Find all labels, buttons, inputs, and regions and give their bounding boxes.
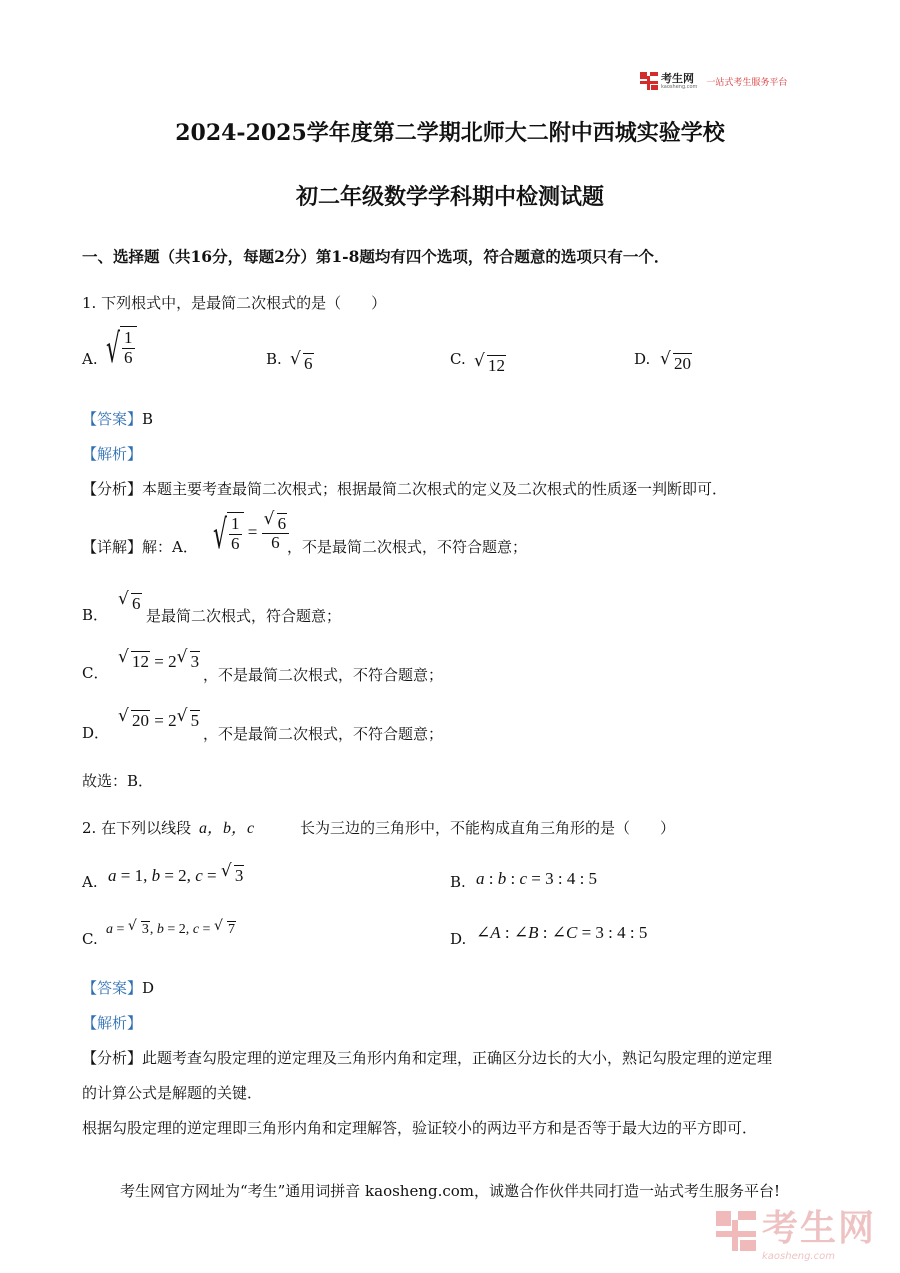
q1-detail-a-text: ，不是最简二次根式，不符合题意； (287, 538, 528, 556)
footer-text: 考生网官方网址为“考生”通用词拼音 kaosheng.com，诚邀合作伙伴共同打造一站式考生服务平台! (119, 1182, 781, 1200)
q1-fenxi (82, 478, 727, 499)
q1-a-numerator: 1 (124, 328, 133, 347)
q2-fenxi-line3: 根据勾股定理的逆定理即三角形内角和定理解答，验证较小的两边平方和是否等于最大边的平方即可． (82, 1119, 758, 1137)
q2-fenxi-line2: 的计算公式是解题的关键． (82, 1084, 263, 1102)
q1-detail-d-label: D． (82, 724, 110, 742)
q1-detail-a-rhs-den: 6 (271, 533, 280, 553)
q1-detail-b-label: B． (82, 606, 109, 624)
q1-detail-c-simplified: 3 (190, 652, 200, 671)
q2-var-a: a (199, 820, 207, 837)
q1-detail-d-coef: 2 (168, 711, 177, 730)
q2-analysis-tag: 【解析】 (82, 1014, 143, 1032)
section-heading: 一、选择题（共16分，每题2分）第1-8题均有四个选项，符合题意的选项只有一个． (82, 247, 670, 266)
q1-answer-value: B (142, 410, 154, 428)
q1-analysis-tag: 【解析】 (82, 445, 143, 463)
q1-option-a-label: A. (82, 350, 98, 368)
q2-option-c-label: C. (82, 930, 98, 948)
q1-option-c-expr: √ 12 (474, 351, 505, 375)
q2-option-b-ratio: 3 : 4 : 5 (545, 869, 598, 888)
q1-a-denominator: 6 (124, 347, 133, 367)
q1-stem: 1. 下列根式中，是最简二次根式的是（ ） (82, 294, 387, 312)
q2-var-b: b (223, 820, 232, 837)
q1-c-radicand: 12 (488, 356, 505, 375)
watermark-domain: kaosheng.com (762, 1251, 835, 1262)
q1-detail-c-rad: 12 (132, 652, 149, 671)
q1-d-radicand: 20 (674, 354, 691, 373)
q2-answer (82, 977, 154, 998)
watermark-name: 考生网 (762, 1208, 877, 1249)
q1-detail-b-text: 是最简二次根式，符合题意； (146, 607, 342, 625)
q1-detail-c-label: C． (82, 664, 109, 682)
q2-var-c: c (247, 820, 255, 837)
q1-detail-a (82, 536, 198, 557)
q1-b-radicand: 6 (304, 354, 313, 373)
q2-option-d-ratio: 3 : 4 : 5 (595, 923, 648, 942)
q1-detail-d-rad: 20 (132, 711, 149, 730)
exam-title-line2: 初二年级数学学科期中检测试题 (295, 184, 604, 210)
exam-title-line1: 2024-2025学年度第二学期北师大二附中西城实验学校 (175, 120, 725, 146)
q1-detail-d-expr: √ 20 = 2 √ 5 (118, 706, 200, 730)
q1-option-d-label: D. (634, 350, 651, 368)
q2-fenxi-tag: 【分析】 (82, 1049, 143, 1067)
q2-stem-vars: a，b，c (199, 820, 255, 837)
q1-detail-d-simplified: 5 (190, 711, 200, 730)
header-logo (640, 72, 787, 90)
q1-answer (82, 408, 153, 429)
q1-detail-c-coef: 2 (168, 652, 177, 671)
q1-option-a-expr: √ $\frac{1}{6}$ (106, 326, 137, 367)
q1-detail-b-expr: √ 6 (118, 589, 141, 613)
q1-detail-a-num: 1 (231, 514, 240, 533)
q2-option-b-label: B. (450, 873, 466, 891)
q1-detail-c-expr: √ 12 = 2 √ 3 (118, 647, 200, 671)
q2-stem-prefix: 2. 在下列以线段 (82, 819, 192, 837)
logo-domain: kaosheng.com (661, 83, 698, 90)
q1-option-b-label: B. (266, 350, 282, 368)
q2-option-b-expr: a : b : c = 3 : 4 : 5 (476, 869, 598, 888)
watermark (716, 1200, 876, 1262)
logo-name: 考生网 (661, 71, 694, 85)
q2-answer-tag: 【答案】 (82, 979, 143, 997)
q1-conclusion: 故选：B． (82, 772, 154, 790)
q2-option-d-label: D. (450, 930, 467, 948)
q1-detail-a-rhs-rad: 6 (277, 513, 287, 533)
q1-option-c-label: C. (450, 350, 466, 368)
q2-stem-suffix: 长为三边的三角形中，不能构成直角三角形的是（ ） (300, 819, 676, 837)
q1-detail-c-text: ，不是最简二次根式，不符合题意； (203, 666, 444, 684)
q2-answer-value: D (142, 979, 155, 997)
q1-option-d-expr: √ 20 (660, 349, 691, 373)
kaosheng-logo-icon (640, 72, 658, 90)
q1-option-b-expr: √ 6 (290, 349, 313, 373)
q1-detail-b-rad: 6 (132, 594, 141, 613)
q2-option-d-expr: ∠A : ∠B : ∠C = 3 : 4 : 5 (476, 923, 648, 942)
q2-option-a-expr: a = 1, b = 2, c = √ 3 (108, 861, 244, 885)
q2-fenxi-text1: 此题考查勾股定理的逆定理及三角形内角和定理，正确区分边长的大小，熟记勾股定理的逆定理 (142, 1049, 773, 1067)
q1-fenxi-text: 本题主要考查最简二次根式；根据最简二次根式的定义及二次根式的性质逐一判断即可． (142, 480, 728, 498)
q2-option-c-expr: a = √ 3, b = 2, c = √ 7 (106, 918, 235, 937)
q1-detail-d-text: ，不是最简二次根式，不符合题意； (203, 725, 444, 743)
q1-fenxi-tag: 【分析】 (82, 480, 143, 498)
q1-detail-lead: 解：A． (142, 538, 198, 556)
q2-option-a-label: A. (82, 873, 98, 891)
q1-detail-tag: 【详解】 (82, 538, 143, 556)
watermark-logo-icon (716, 1211, 756, 1251)
q1-detail-a-expr: √ $\frac{1}{6}$ = √ 6 6 (213, 512, 289, 553)
q1-answer-tag: 【答案】 (82, 410, 143, 428)
q1-detail-a-den: 6 (231, 533, 240, 553)
logo-slogan: 一站式考生服务平台 (706, 77, 788, 88)
q2-fenxi-line1 (82, 1047, 772, 1068)
